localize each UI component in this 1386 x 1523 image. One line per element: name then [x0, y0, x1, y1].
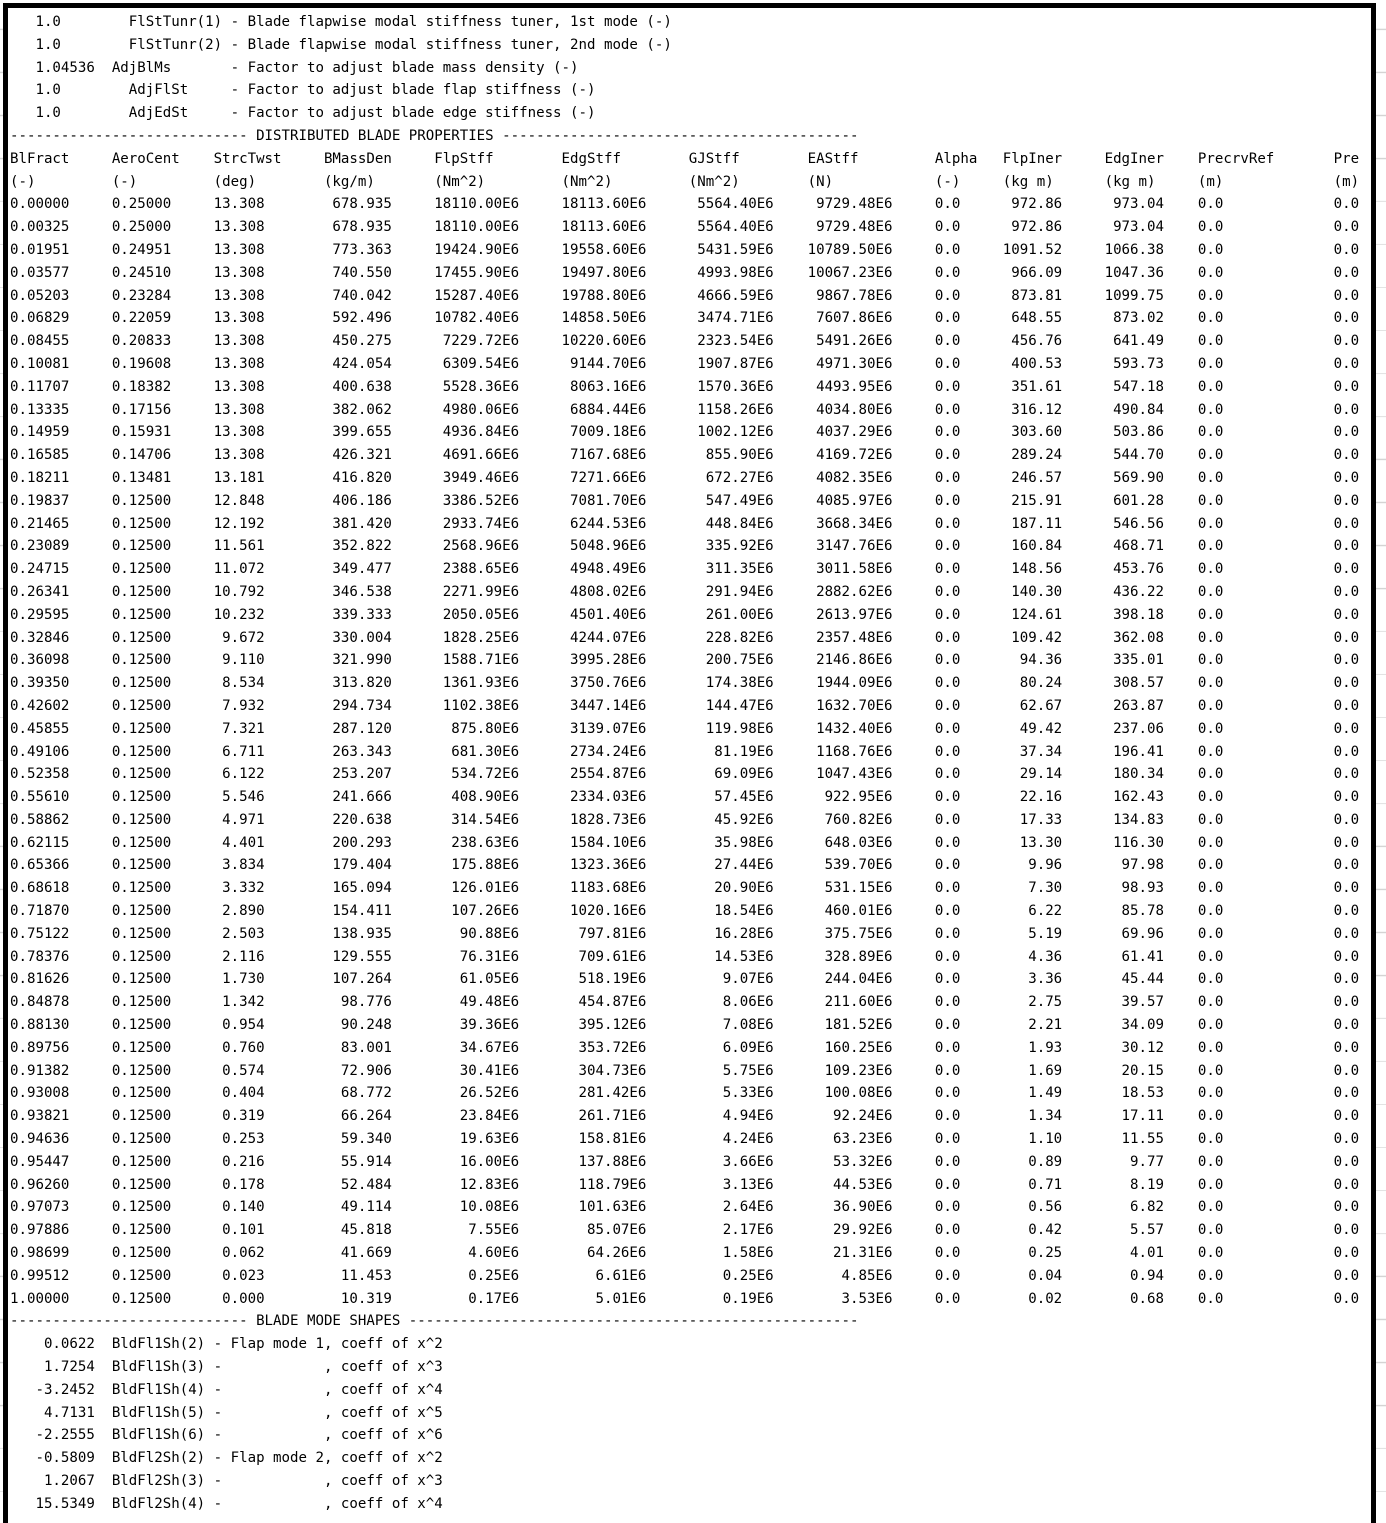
mode-shape-line: 1.2067 BldFl2Sh(3) - , coeff of x^3	[10, 1473, 443, 1489]
table-row: 0.16585 0.14706 13.308 426.321 4691.66E6 7167.68E6 855.90E6 4169.72E6 0.0 289.24 544.70 0.0 0.0	[10, 447, 1360, 464]
table-row: 0.39350 0.12500 8.534 313.820 1361.93E6 3750.76E6 174.38E6 1944.09E6 0.0 80.24 308.57 0.0 0.0	[10, 675, 1360, 692]
table-row: 0.78376 0.12500 2.116 129.555 76.31E6 709.61E6 14.53E6 328.89E6 0.0 4.36 61.41 0.0 0.0	[10, 948, 1360, 965]
table-row: 0.68618 0.12500 3.332 165.094 126.01E6 1183.68E6 20.90E6 531.15E6 0.0 7.30 98.93 0.0 0.0	[10, 880, 1360, 897]
table-row: 0.18211 0.13481 13.181 416.820 3949.46E6 7271.66E6 672.27E6 4082.35E6 0.0 246.57 569.90 0.0 0.0	[10, 469, 1360, 486]
table-row: 0.23089 0.12500 11.561 352.822 2568.96E6 5048.96E6 335.92E6 3147.76E6 0.0 160.84 468.71 0.0 0.0	[10, 538, 1360, 555]
table-row: 0.29595 0.12500 10.232 339.333 2050.05E6 4501.40E6 261.00E6 2613.97E6 0.0 124.61 398.18 0.0 0.0	[10, 606, 1360, 623]
param-line: 1.0 FlStTunr(1) - Blade flapwise modal stiffness tuner, 1st mode (-)	[10, 14, 672, 30]
table-row: 0.08455 0.20833 13.308 450.275 7229.72E6 10220.60E6 2323.54E6 5491.26E6 0.0 456.76 641.49 0.0 0.0	[10, 333, 1360, 350]
table-row: 0.65366 0.12500 3.834 179.404 175.88E6 1323.36E6 27.44E6 539.70E6 0.0 9.96 97.98 0.0 0.0	[10, 857, 1360, 874]
table-row: 0.06829 0.22059 13.308 592.496 10782.40E6 14858.50E6 3474.71E6 7607.86E6 0.0 648.55 873.02 0.0 0.0	[10, 310, 1360, 327]
table-row: 0.94636 0.12500 0.253 59.340 19.63E6 158.81E6 4.24E6 63.23E6 0.0 1.10 11.55 0.0 0.0	[10, 1131, 1360, 1148]
table-row: 0.55610 0.12500 5.546 241.666 408.90E6 2334.03E6 57.45E6 922.95E6 0.0 22.16 162.43 0.0 0.0	[10, 789, 1360, 806]
table-row: 0.97886 0.12500 0.101 45.818 7.55E6 85.07E6 2.17E6 29.92E6 0.0 0.42 5.57 0.0 0.0	[10, 1222, 1360, 1239]
param-line: 1.0 AdjEdSt - Factor to adjust blade edge stiffness (-)	[10, 105, 596, 122]
table-row: 0.05203 0.23284 13.308 740.042 15287.40E6 19788.80E6 4666.59E6 9867.78E6 0.0 873.81 1099.75 0.0 0.0	[10, 287, 1360, 304]
table-row: 0.97073 0.12500 0.140 49.114 10.08E6 101.63E6 2.64E6 36.90E6 0.0 0.56 6.82 0.0 0.0	[10, 1199, 1360, 1216]
table-row: 0.81626 0.12500 1.730 107.264 61.05E6 518.19E6 9.07E6 244.04E6 0.0 3.36 45.44 0.0 0.0	[10, 971, 1360, 988]
table-row: 0.00325 0.25000 13.308 678.935 18110.00E6 18113.60E6 5564.40E6 9729.48E6 0.0 972.86 973.04 0.0 0.0	[10, 219, 1360, 236]
table-row: 0.26341 0.12500 10.792 346.538 2271.99E6 4808.02E6 291.94E6 2882.62E6 0.0 140.30 436.22 0.0 0.0	[10, 583, 1360, 600]
mode-shape-line: -0.5809 BldFl2Sh(2) - Flap mode 2, coeff of x^2	[10, 1450, 443, 1467]
mode-shape-line: 1.7254 BldFl1Sh(3) - , coeff of x^3	[10, 1359, 443, 1376]
section-divider: ---------------------------- DISTRIBUTED BLADE PROPERTIES ------------------------------------------	[10, 127, 859, 144]
table-row: 0.84878 0.12500 1.342 98.776 49.48E6 454.87E6 8.06E6 211.60E6 0.0 2.75 39.57 0.0 0.0	[10, 994, 1360, 1011]
table-row: 0.99512 0.12500 0.023 11.453 0.25E6 6.61E6 0.25E6 4.85E6 0.0 0.04 0.94 0.0 0.0	[10, 1267, 1360, 1284]
table-row: 0.00000 0.25000 13.308 678.935 18110.00E6 18113.60E6 5564.40E6 9729.48E6 0.0 972.86 973.04 0.0 0.0	[10, 196, 1360, 213]
table-row: 0.62115 0.12500 4.401 200.293 238.63E6 1584.10E6 35.98E6 648.03E6 0.0 13.30 116.30 0.0 0.0	[10, 834, 1360, 851]
table-row: 1.00000 0.12500 0.000 10.319 0.17E6 5.01E6 0.19E6 3.53E6 0.0 0.02 0.68 0.0 0.0	[10, 1290, 1360, 1307]
mode-shape-line: 0.0622 BldFl1Sh(2) - Flap mode 1, coeff of x^2	[10, 1336, 443, 1353]
table-row: 0.01951 0.24951 13.308 773.363 19424.90E6 19558.60E6 5431.59E6 10789.50E6 0.0 1091.52 1066.38 0.0 0.0	[10, 241, 1360, 258]
param-line: 1.04536 AdjBlMs - Factor to adjust blade mass density (-)	[10, 59, 579, 76]
table-row: 0.52358 0.12500 6.122 253.207 534.72E6 2554.87E6 69.09E6 1047.43E6 0.0 29.14 180.34 0.0 0.0	[10, 766, 1360, 783]
table-row: 0.93821 0.12500 0.319 66.264 23.84E6 261.71E6 4.94E6 92.24E6 0.0 1.34 17.11 0.0 0.0	[10, 1108, 1360, 1125]
table-row: 0.95447 0.12500 0.216 55.914 16.00E6 137.88E6 3.66E6 53.32E6 0.0 0.89 9.77 0.0 0.0	[10, 1153, 1360, 1170]
table-row: 0.45855 0.12500 7.321 287.120 875.80E6 3139.07E6 119.98E6 1432.40E6 0.0 49.42 237.06 0.0 0.0	[10, 720, 1360, 737]
table-header-row: BlFract AeroCent StrcTwst BMassDen FlpStff EdgStff GJStff EAStff Alpha FlpIner EdgIner PrecrvRef Pre	[10, 150, 1360, 167]
table-row: 0.03577 0.24510 13.308 740.550 17455.90E6 19497.80E6 4993.98E6 10067.23E6 0.0 966.09 1047.36 0.0 0.0	[10, 264, 1360, 281]
table-row: 0.36098 0.12500 9.110 321.990 1588.71E6 3995.28E6 200.75E6 2146.86E6 0.0 94.36 335.01 0.0 0.0	[10, 652, 1360, 669]
table-row: 0.58862 0.12500 4.971 220.638 314.54E6 1828.73E6 45.92E6 760.82E6 0.0 17.33 134.83 0.0 0.0	[10, 811, 1360, 828]
table-row: 0.21465 0.12500 12.192 381.420 2933.74E6 6244.53E6 448.84E6 3668.34E6 0.0 187.11 546.56 0.0 0.0	[10, 515, 1360, 532]
mode-shape-line: 15.5349 BldFl2Sh(4) - , coeff of x^4	[10, 1495, 443, 1512]
table-row: 0.42602 0.12500 7.932 294.734 1102.38E6 3447.14E6 144.47E6 1632.70E6 0.0 62.67 263.87 0.0 0.0	[10, 697, 1360, 714]
text-file-frame	[3, 3, 1376, 1523]
mode-shape-line: -2.2555 BldFl1Sh(6) - , coeff of x^6	[10, 1427, 443, 1444]
table-row: 0.91382 0.12500 0.574 72.906 30.41E6 304.73E6 5.75E6 109.23E6 0.0 1.69 20.15 0.0 0.0	[10, 1062, 1360, 1079]
table-row: 0.93008 0.12500 0.404 68.772 26.52E6 281.42E6 5.33E6 100.08E6 0.0 1.49 18.53 0.0 0.0	[10, 1085, 1360, 1102]
param-line: 1.0 FlStTunr(2) - Blade flapwise modal stiffness tuner, 2nd mode (-)	[10, 36, 672, 53]
table-row: 0.71870 0.12500 2.890 154.411 107.26E6 1020.16E6 18.54E6 460.01E6 0.0 6.22 85.78 0.0 0.0	[10, 903, 1360, 920]
mode-shape-line: 4.7131 BldFl1Sh(5) - , coeff of x^5	[10, 1404, 443, 1421]
mode-shape-line: -3.2452 BldFl1Sh(4) - , coeff of x^4	[10, 1381, 443, 1398]
file-content	[10, 11, 1371, 1516]
table-row: 0.19837 0.12500 12.848 406.186 3386.52E6 7081.70E6 547.49E6 4085.97E6 0.0 215.91 601.28 0.0 0.0	[10, 492, 1360, 509]
table-row: 0.88130 0.12500 0.954 90.248 39.36E6 395.12E6 7.08E6 181.52E6 0.0 2.21 34.09 0.0 0.0	[10, 1017, 1360, 1034]
table-row: 0.13335 0.17156 13.308 382.062 4980.06E6 6884.44E6 1158.26E6 4034.80E6 0.0 316.12 490.84 0.0 0.0	[10, 401, 1360, 418]
table-row: 0.24715 0.12500 11.072 349.477 2388.65E6 4948.49E6 311.35E6 3011.58E6 0.0 148.56 453.76 0.0 0.0	[10, 561, 1360, 578]
param-line: 1.0 AdjFlSt - Factor to adjust blade flap stiffness (-)	[10, 82, 596, 99]
table-row: 0.96260 0.12500 0.178 52.484 12.83E6 118.79E6 3.13E6 44.53E6 0.0 0.71 8.19 0.0 0.0	[10, 1176, 1360, 1193]
table-row: 0.75122 0.12500 2.503 138.935 90.88E6 797.81E6 16.28E6 375.75E6 0.0 5.19 69.96 0.0 0.0	[10, 925, 1360, 942]
table-row: 0.89756 0.12500 0.760 83.001 34.67E6 353.72E6 6.09E6 160.25E6 0.0 1.93 30.12 0.0 0.0	[10, 1039, 1360, 1056]
table-units-row: (-) (-) (deg) (kg/m) (Nm^2) (Nm^2) (Nm^2) (N) (-) (kg m) (kg m) (m) (m)	[10, 173, 1360, 190]
section-divider: ---------------------------- BLADE MODE SHAPES -----------------------------------------------------	[10, 1313, 859, 1330]
table-row: 0.10081 0.19608 13.308 424.054 6309.54E6 9144.70E6 1907.87E6 4971.30E6 0.0 400.53 593.73 0.0 0.0	[10, 355, 1360, 372]
table-row: 0.32846 0.12500 9.672 330.004 1828.25E6 4244.07E6 228.82E6 2357.48E6 0.0 109.42 362.08 0.0 0.0	[10, 629, 1360, 646]
table-row: 0.14959 0.15931 13.308 399.655 4936.84E6 7009.18E6 1002.12E6 4037.29E6 0.0 303.60 503.86 0.0 0.0	[10, 424, 1360, 441]
table-row: 0.98699 0.12500 0.062 41.669 4.60E6 64.26E6 1.58E6 21.31E6 0.0 0.25 4.01 0.0 0.0	[10, 1245, 1360, 1262]
table-row: 0.49106 0.12500 6.711 263.343 681.30E6 2734.24E6 81.19E6 1168.76E6 0.0 37.34 196.41 0.0 0.0	[10, 743, 1360, 760]
table-row: 0.11707 0.18382 13.308 400.638 5528.36E6 8063.16E6 1570.36E6 4493.95E6 0.0 351.61 547.18 0.0 0.0	[10, 378, 1360, 395]
